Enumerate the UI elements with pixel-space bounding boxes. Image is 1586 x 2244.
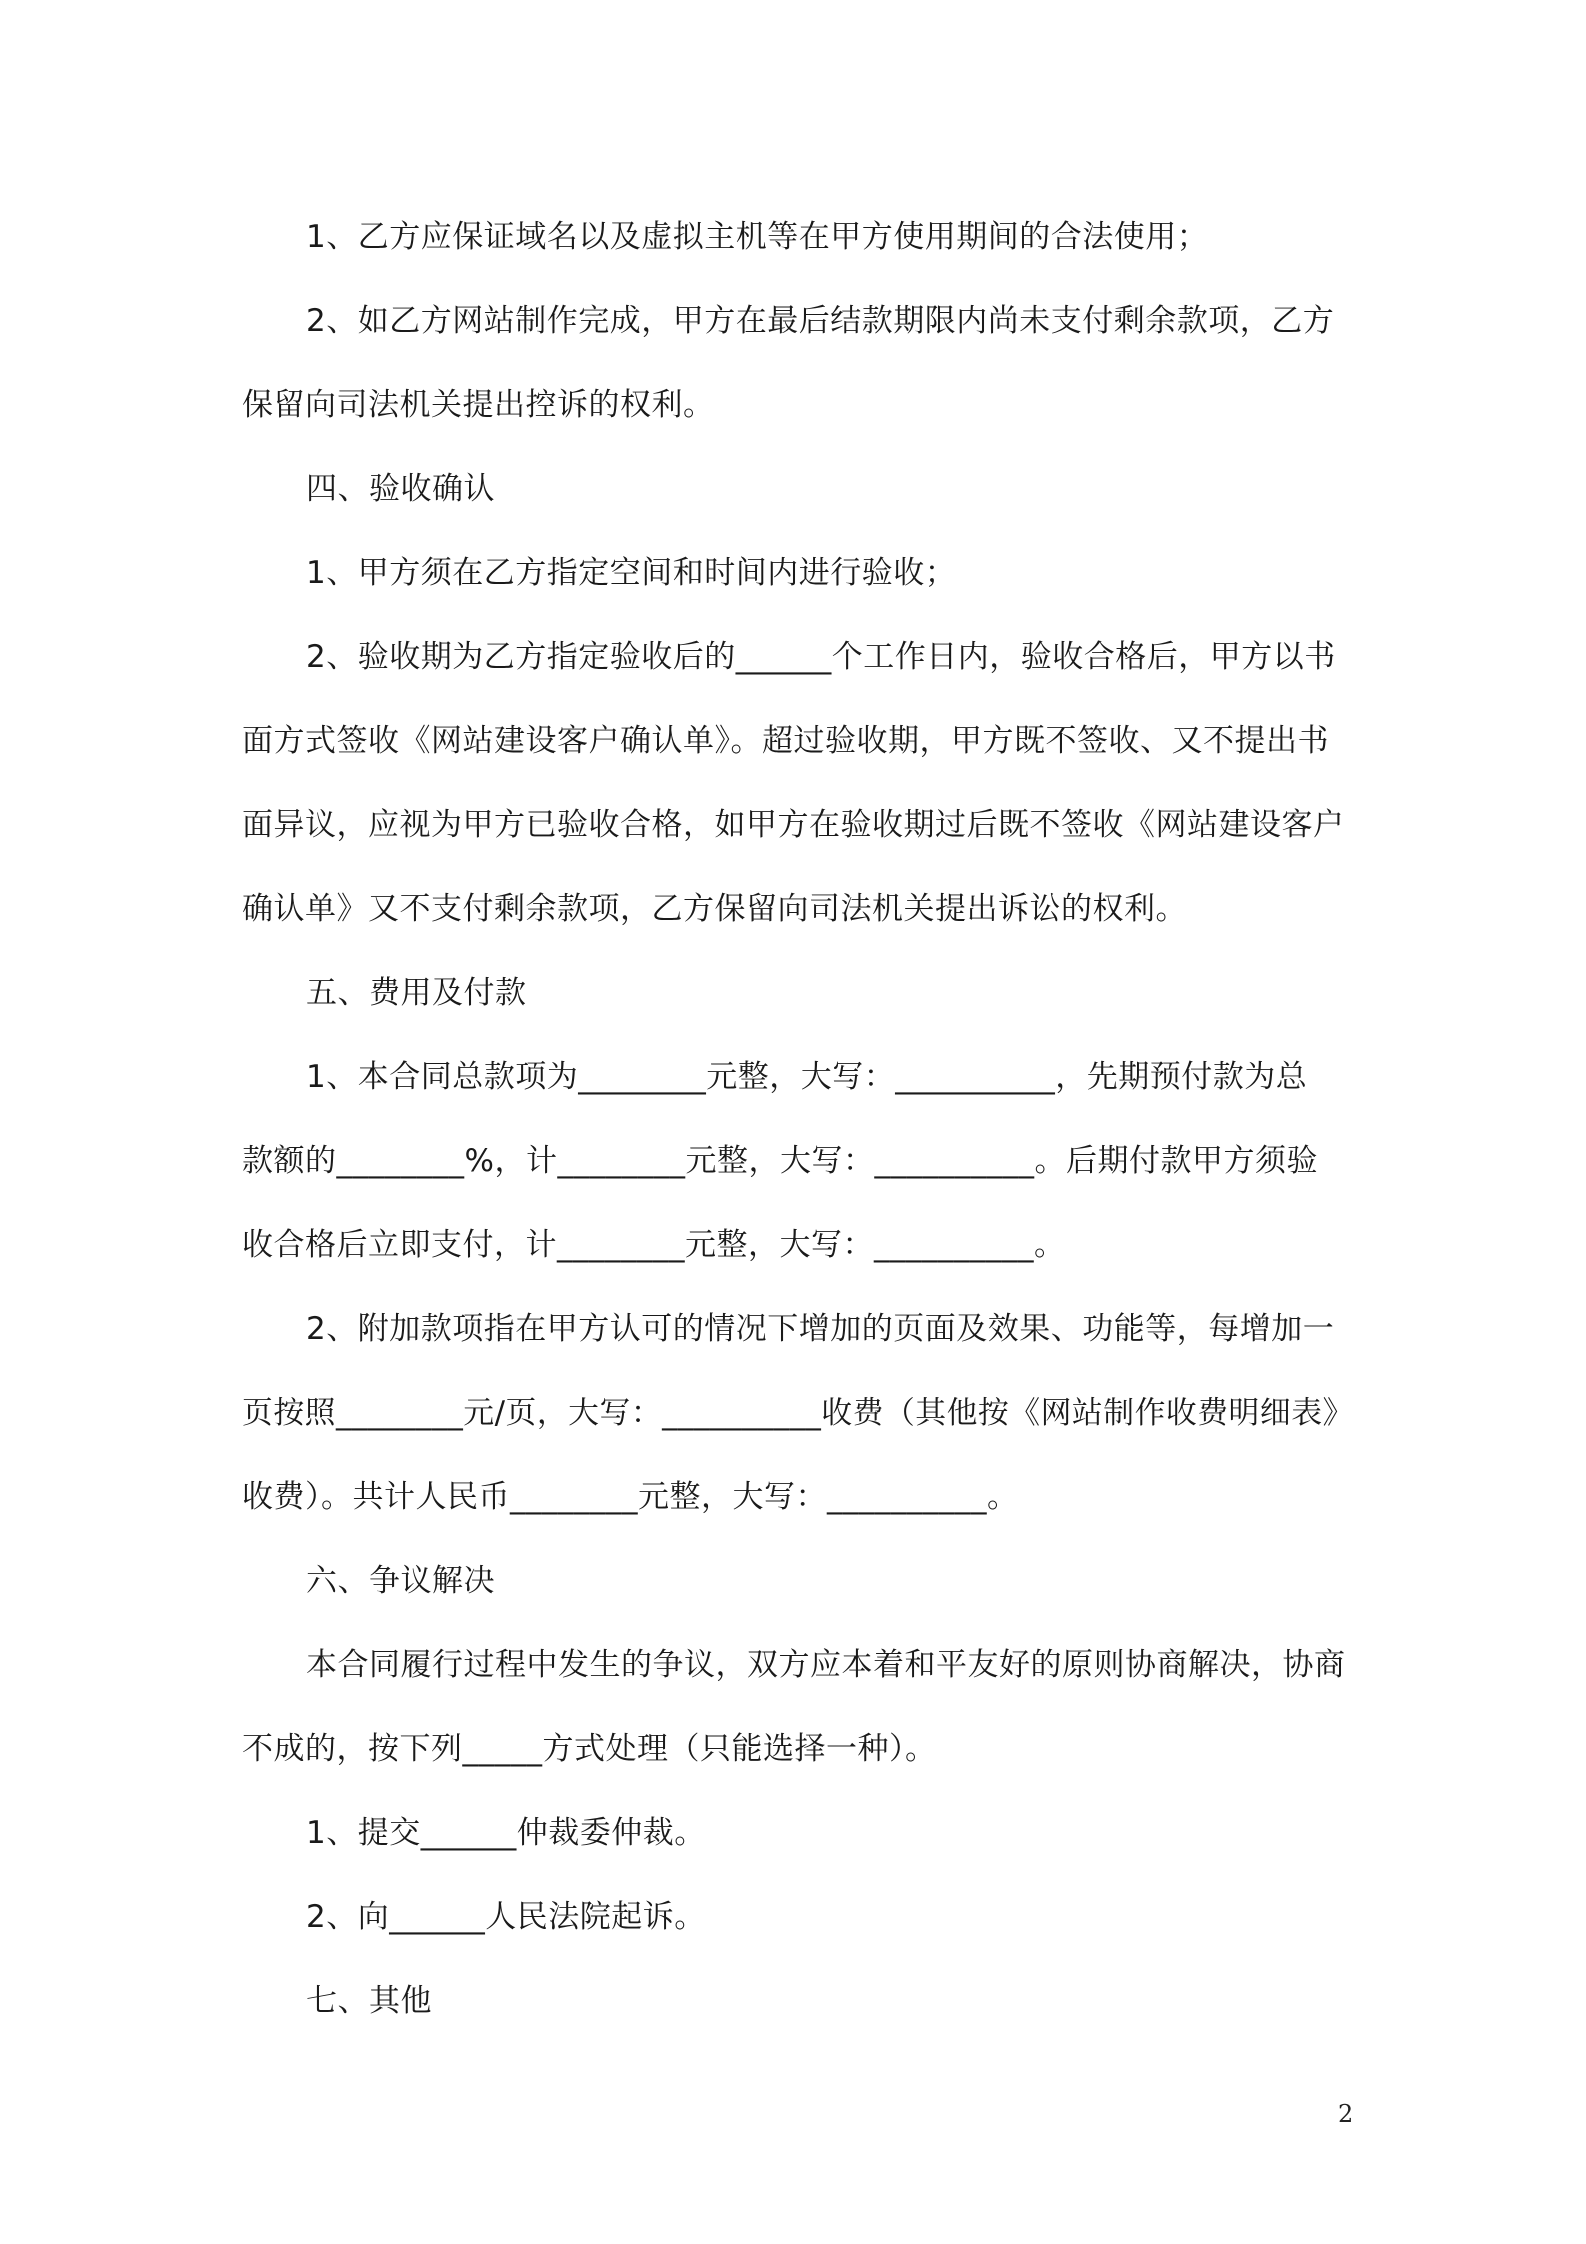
text-line: 2、验收期为乙方指定验收后的______个工作日内，验收合格后，甲方以书 <box>306 639 1336 675</box>
text-line: 七、其他 <box>306 1983 432 2019</box>
text-line: 四、验收确认 <box>306 471 495 507</box>
text-line: 2、向______人民法院起诉。 <box>306 1899 706 1935</box>
text-line: 确认单》又不支付剩余款项，乙方保留向司法机关提出诉讼的权利。 <box>242 891 1187 927</box>
text-line: 面异议，应视为甲方已验收合格，如甲方在验收期过后既不签收《网站建设客户 <box>242 807 1345 843</box>
text-line: 1、乙方应保证域名以及虚拟主机等在甲方使用期间的合法使用； <box>306 219 1209 255</box>
text-line: 款额的________%，计________元整，大写：__________。后期付款甲方须验 <box>242 1143 1318 1179</box>
text-line: 1、甲方须在乙方指定空间和时间内进行验收； <box>306 555 957 591</box>
text-line: 六、争议解决 <box>306 1563 495 1599</box>
text-line: 1、提交______仲裁委仲裁。 <box>306 1815 706 1851</box>
text-line: 五、费用及付款 <box>306 975 527 1011</box>
page-number: 2 <box>1338 2100 1354 2128</box>
text-line: 本合同履行过程中发生的争议，双方应本着和平友好的原则协商解决，协商 <box>306 1647 1346 1683</box>
text-line: 1、本合同总款项为________元整，大写：__________，先期预付款为总 <box>306 1059 1308 1095</box>
contract-text-block <box>242 195 1354 2043</box>
text-line: 收费）。共计人民币________元整，大写：__________。 <box>242 1479 1019 1515</box>
text-line: 页按照________元/页，大写：__________收费（其他按《网站制作收费明细表》 <box>242 1395 1354 1431</box>
text-line: 面方式签收《网站建设客户确认单》。超过验收期，甲方既不签收、又不提出书 <box>242 723 1329 759</box>
text-line: 保留向司法机关提出控诉的权利。 <box>242 387 715 423</box>
text-line: 收合格后立即支付，计________元整，大写：__________。 <box>242 1227 1066 1263</box>
text-line: 不成的，按下列_____方式处理（只能选择一种）。 <box>242 1731 937 1767</box>
text-line: 2、如乙方网站制作完成，甲方在最后结款期限内尚未支付剩余款项，乙方 <box>306 303 1335 339</box>
text-line: 2、附加款项指在甲方认可的情况下增加的页面及效果、功能等，每增加一 <box>306 1311 1335 1347</box>
